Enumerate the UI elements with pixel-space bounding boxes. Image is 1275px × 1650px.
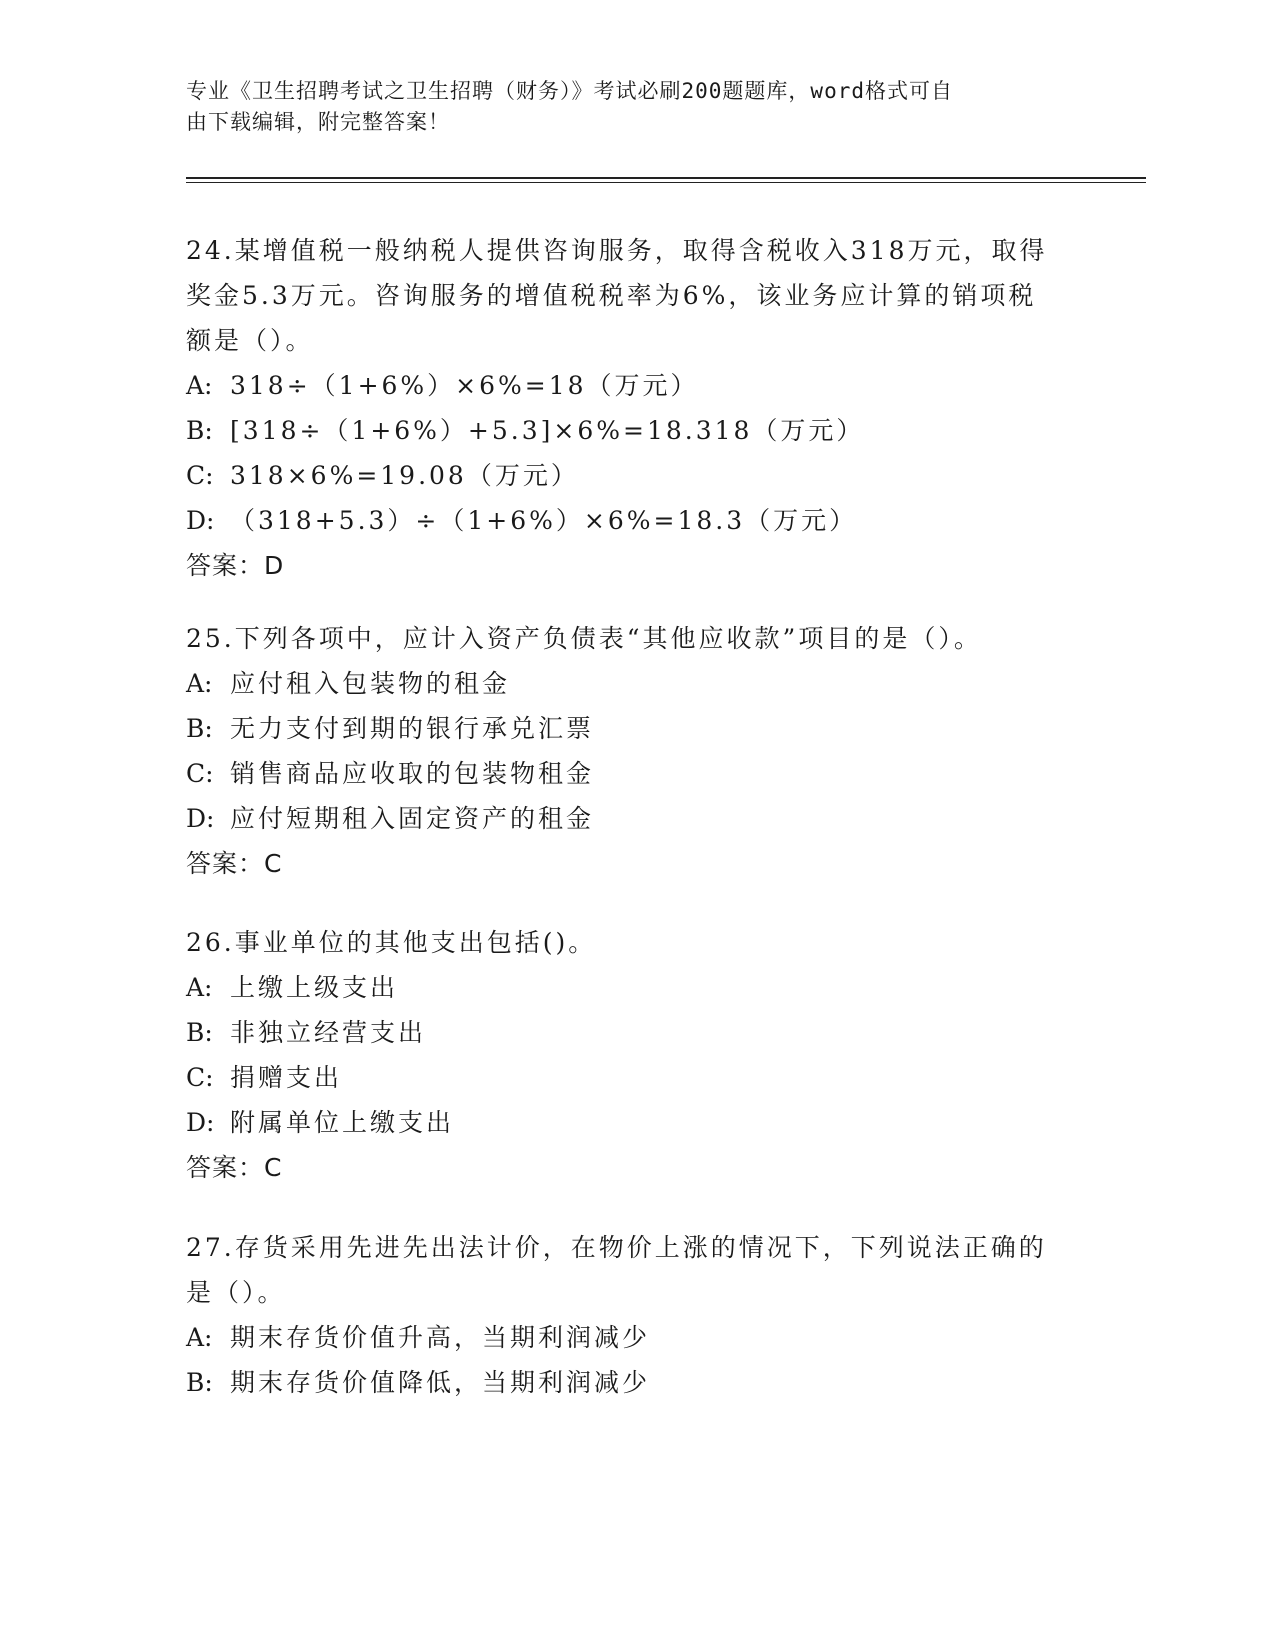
option-label: A: bbox=[186, 669, 213, 698]
question-stem-line: 24.某增值税一般纳税人提供咨询服务，取得含税收入318万元，取得 bbox=[186, 236, 1048, 265]
option-text: 非独立经营支出 bbox=[230, 1018, 427, 1047]
option-label: B: bbox=[186, 1018, 213, 1047]
option-text: 318÷（1+6%）×6%=18（万元） bbox=[230, 371, 699, 400]
option-text: 无力支付到期的银行承兑汇票 bbox=[230, 714, 595, 743]
question-stem-line: 25.下列各项中，应计入资产负债表“其他应收款”项目的是（）。 bbox=[186, 624, 982, 653]
option-text: 附属单位上缴支出 bbox=[230, 1108, 455, 1137]
option-text: 上缴上级支出 bbox=[230, 973, 399, 1002]
option-text: 销售商品应收取的包装物租金 bbox=[230, 759, 595, 788]
option-c bbox=[186, 751, 1086, 796]
answer-line: 答案：D bbox=[186, 551, 285, 580]
option-label: C: bbox=[186, 759, 214, 788]
option-a bbox=[186, 363, 1086, 408]
option-label: D: bbox=[186, 506, 215, 535]
document-header bbox=[186, 76, 1066, 138]
option-b bbox=[186, 1360, 1086, 1405]
question-24 bbox=[186, 228, 1086, 588]
question-stem-line: 27.存货采用先进先出法计价，在物价上涨的情况下，下列说法正确的 bbox=[186, 1233, 1047, 1262]
option-label: D: bbox=[186, 804, 215, 833]
header-divider bbox=[186, 177, 1146, 179]
option-text: 期末存货价值降低，当期利润减少 bbox=[230, 1368, 651, 1397]
option-b bbox=[186, 408, 1086, 453]
option-label: B: bbox=[186, 714, 213, 743]
option-label: B: bbox=[186, 416, 213, 445]
option-a bbox=[186, 965, 1086, 1010]
option-a bbox=[186, 661, 1086, 706]
option-text: 318×6%=19.08（万元） bbox=[230, 461, 579, 490]
header-line-1: 专业《卫生招聘考试之卫生招聘（财务）》考试必刷200题题库，word格式可自 bbox=[186, 79, 953, 103]
answer-line: 答案：C bbox=[186, 1153, 283, 1182]
question-stem-line: 额是（）。 bbox=[186, 326, 314, 355]
option-a bbox=[186, 1315, 1086, 1360]
question-stem-line: 26.事业单位的其他支出包括()。 bbox=[186, 928, 597, 957]
option-text: [318÷（1+6%）+5.3]×6%=18.318（万元） bbox=[230, 416, 865, 445]
option-label: B: bbox=[186, 1368, 213, 1397]
question-stem-line: 是（）。 bbox=[186, 1278, 286, 1307]
option-c bbox=[186, 1055, 1086, 1100]
option-c bbox=[186, 453, 1086, 498]
option-text: 期末存货价值升高，当期利润减少 bbox=[230, 1323, 651, 1352]
question-27 bbox=[186, 1225, 1086, 1405]
option-label: A: bbox=[186, 973, 213, 1002]
option-d bbox=[186, 1100, 1086, 1145]
option-label: C: bbox=[186, 461, 214, 490]
header-divider-thin bbox=[186, 182, 1146, 183]
option-d bbox=[186, 796, 1086, 841]
question-stem-line: 奖金5.3万元。咨询服务的增值税税率为6%，该业务应计算的销项税 bbox=[186, 281, 1037, 310]
option-b bbox=[186, 1010, 1086, 1055]
option-text: （318+5.3）÷（1+6%）×6%=18.3（万元） bbox=[230, 506, 858, 535]
option-text: 应付短期租入固定资产的租金 bbox=[230, 804, 595, 833]
question-26 bbox=[186, 920, 1086, 1190]
header-line-2: 由下载编辑，附完整答案！ bbox=[186, 110, 450, 134]
option-label: D: bbox=[186, 1108, 215, 1137]
option-text: 捐赠支出 bbox=[230, 1063, 343, 1092]
question-25 bbox=[186, 616, 1086, 886]
option-text: 应付租入包装物的租金 bbox=[230, 669, 511, 698]
option-d bbox=[186, 498, 1086, 543]
option-b bbox=[186, 706, 1086, 751]
answer-line: 答案：C bbox=[186, 849, 283, 878]
option-label: A: bbox=[186, 371, 213, 400]
option-label: C: bbox=[186, 1063, 214, 1092]
option-label: A: bbox=[186, 1323, 213, 1352]
